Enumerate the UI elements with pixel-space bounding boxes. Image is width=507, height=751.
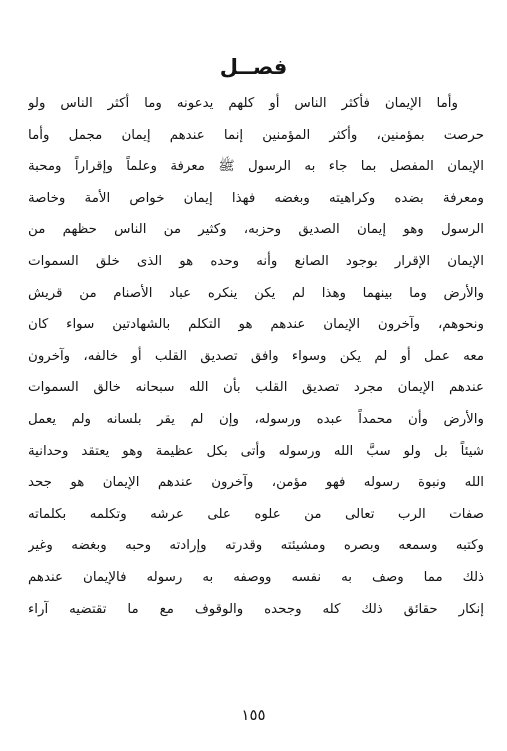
text-line: الإيمان الإقرار بوجود الصانع وأنه وحده هو الذى خلق السموات xyxy=(28,253,484,269)
section-heading: فصــل xyxy=(219,55,288,79)
text-line: الإيمان المفصل بما جاء به الرسول ﷺ معرفة وعلماً وإقراراً ومحبة xyxy=(28,159,484,175)
text-line: عندهم الإيمان مجرد تصديق القلب بأن الله سبحانه خالق السموات xyxy=(28,380,484,396)
body-text xyxy=(28,88,484,625)
text-line: ومعرفة بضده وكراهيته وبغضه فهذا إيمان خواص الأمة وخاصة xyxy=(28,190,484,206)
text-line: وكتبه وسمعه وبصره ومشيئته وقدرته وإرادته وحبه وبغضه وغير xyxy=(28,538,484,554)
text-line: والأرض وأن محمداً عبده ورسوله، وإن لم يقر بلسانه ولم يعمل xyxy=(28,411,484,427)
text-line: شيئاً بل ولو سبَّ الله ورسوله وأتى بكل عظيمة وهو يعتقد وحدانية xyxy=(28,443,484,459)
text-line: الله ونبوة رسوله فهو مؤمن، وآخرون عندهم الإيمان هو جحد xyxy=(28,475,484,491)
text-line: إنكار حقائق ذلك كله وجحده والوقوف مع ما تقتضيه آراء xyxy=(28,601,484,617)
text-line: حرصت بمؤمنين، وأكثر المؤمنين إنما عندهم إيمان مجمل وأما xyxy=(28,127,484,143)
page-number: ١٥٥ xyxy=(241,706,266,724)
text-line: والأرض وما بينهما وهذا لم يكن ينكره عباد الأصنام من قريش xyxy=(28,285,484,301)
text-line: الرسول وهو إيمان الصديق وحزبه، وكثير من الناس حظهم من xyxy=(28,222,484,238)
text-line: ذلك مما وصف به نفسه ووصفه به رسوله فالإيمان عندهم xyxy=(28,569,484,585)
text-line: وأما الإيمان فأكثر الناس أو كلهم يدعونه وما أكثر الناس ولو xyxy=(28,96,458,111)
text-line: ونحوهم، وآخرون الإيمان عندهم هو التكلم بالشهادتين سواء كان xyxy=(28,317,484,333)
text-line: معه عمل أو لم يكن وسواء وافق تصديق القلب أو خالفه، وآخرون xyxy=(28,348,484,364)
text-line: صفات الرب تعالى من علوه على عرشه وتكلمه بكلماته xyxy=(28,506,484,522)
